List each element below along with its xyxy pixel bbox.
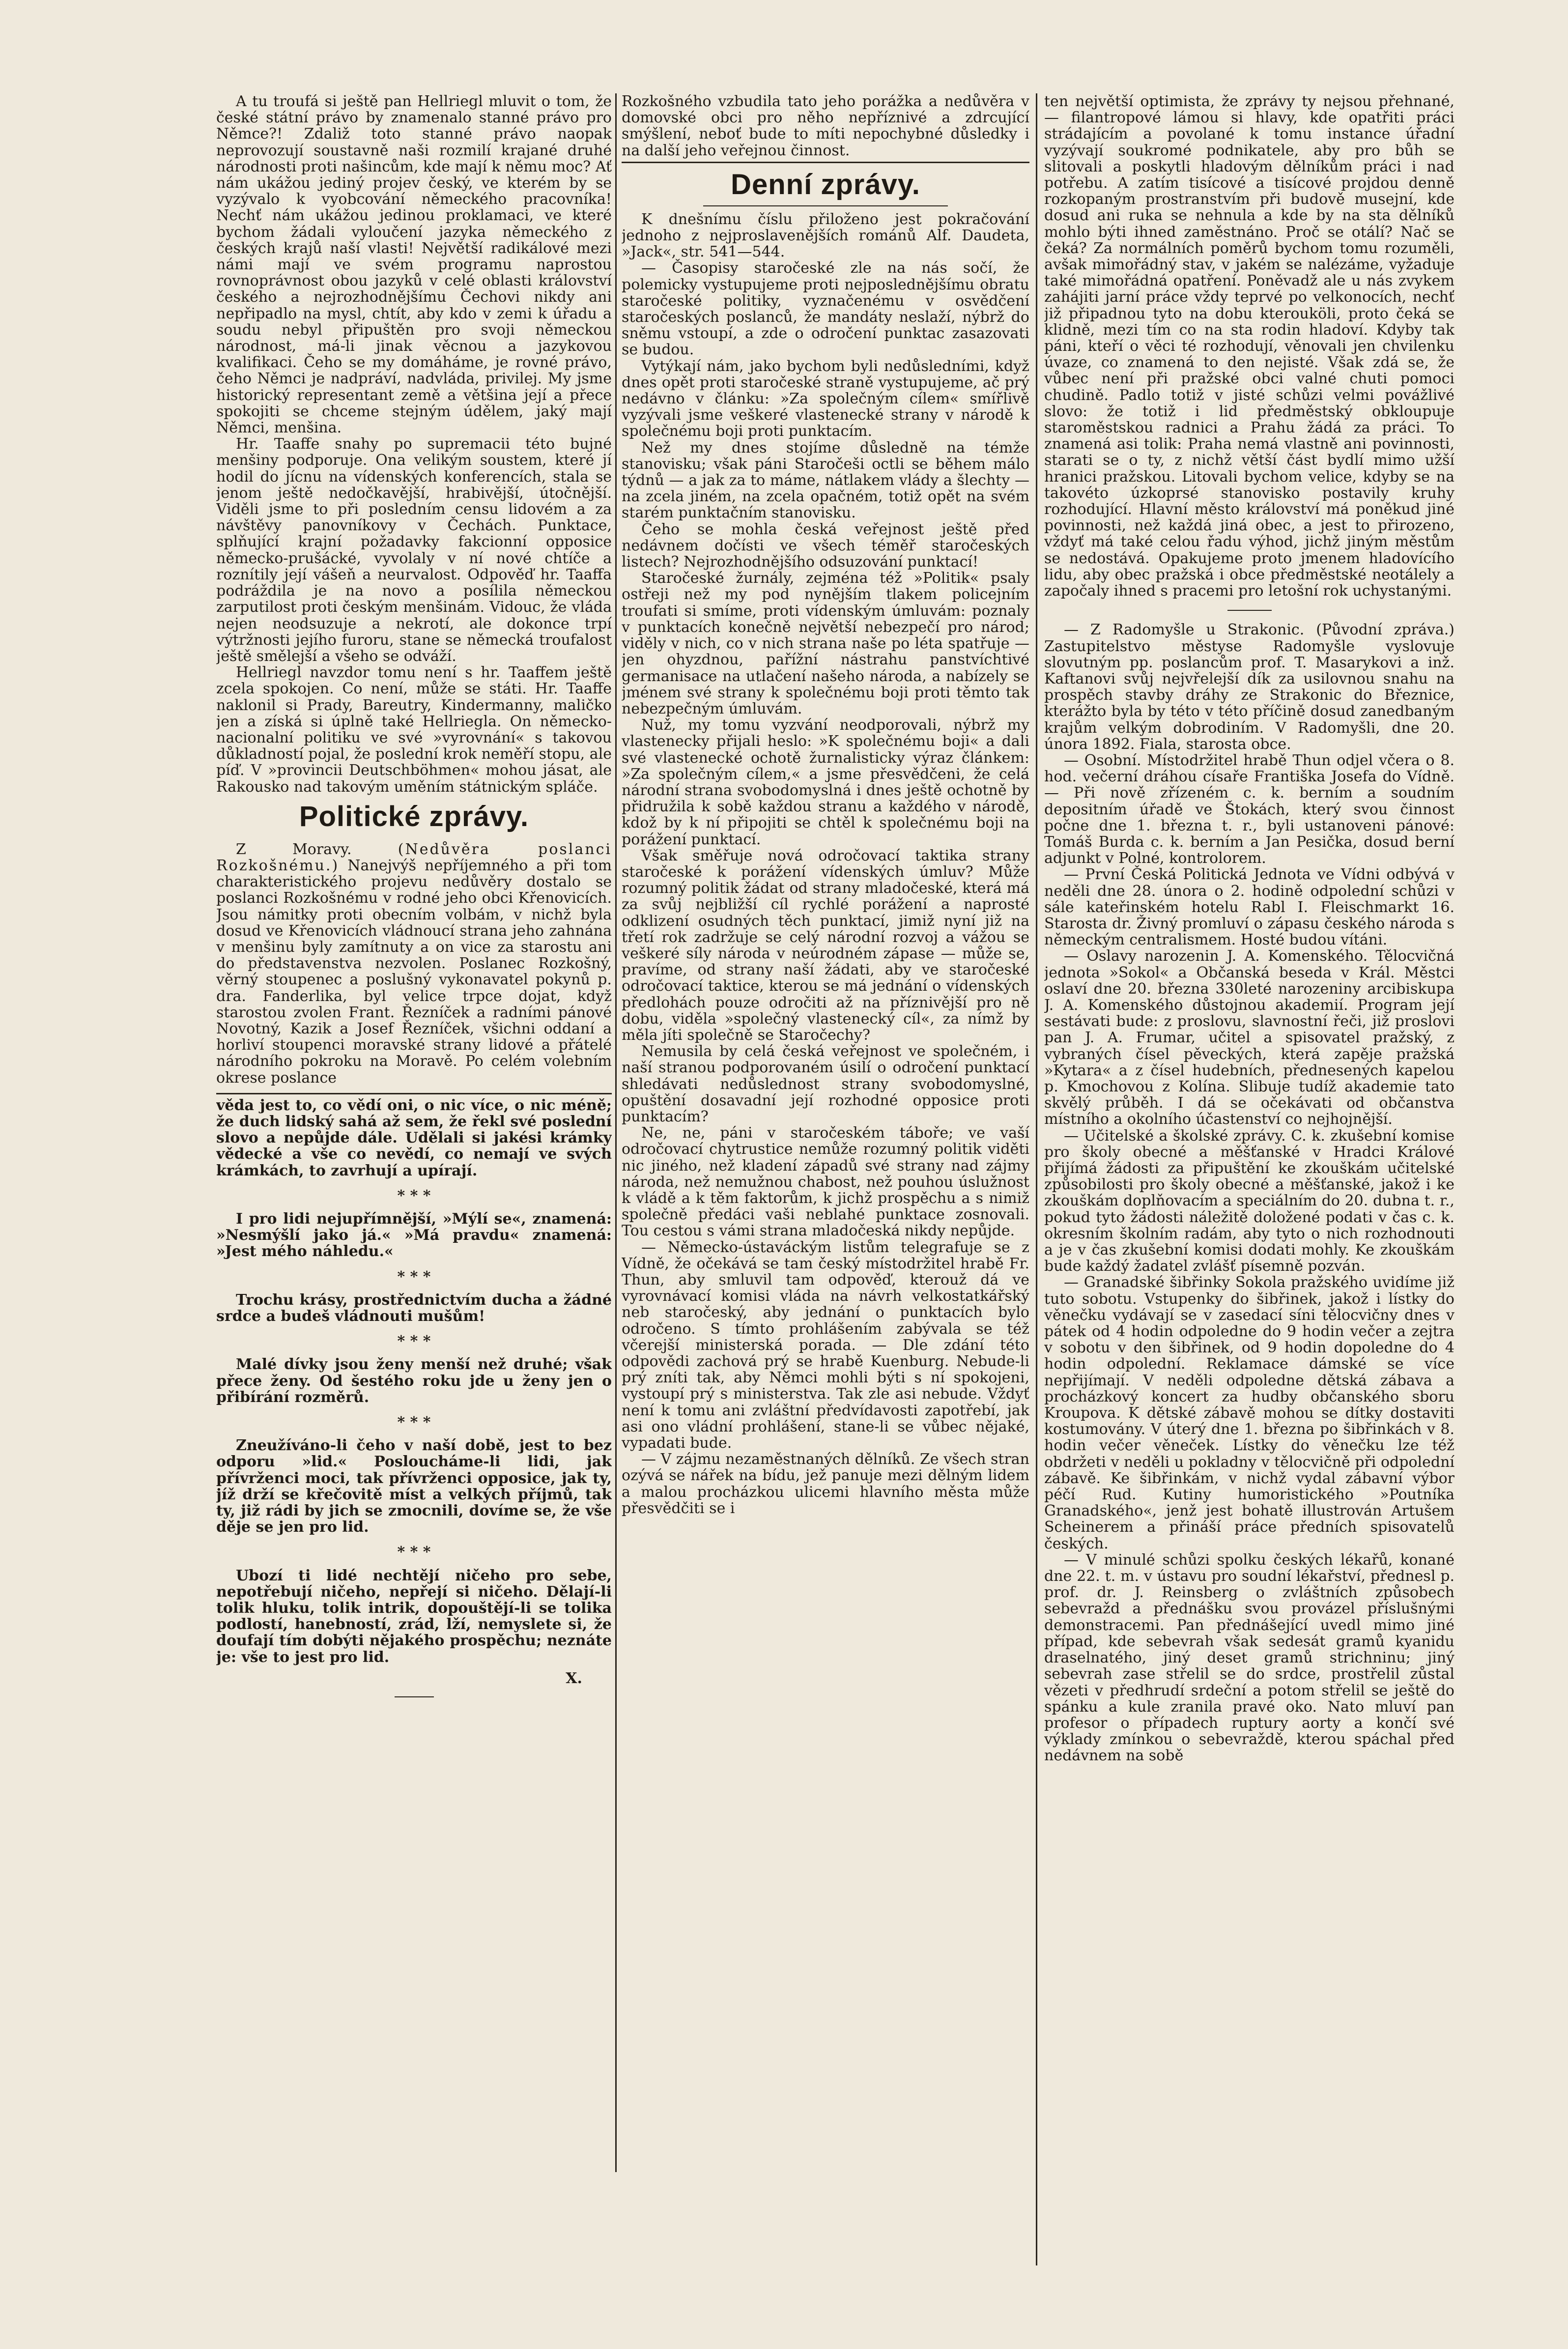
news-moravy-lead: Z Moravy. — [236, 840, 352, 858]
paragraph-taaffe: Hr. Taaffe snahy po supremacii této bujné menšiny podporuje. Ona velikým soustem, které jí hodil do jícnu na vídenských konferencích, stala se jenom ještě nedočkavější, hrabivější, útočnější. Viděli jsme to při posledním censu lidovém a za návštěvy panovníkovy v Čechách. Punktace, splňující krajní požadavky fakcionní opposice německo-prušácké, vyvolaly v ní nové chtíče a roznítily její vášeň a neurvalost. Odpověď hr. Taaffa podráždila je na novo a posílila německou zarputilost proti českým menšinám. Vidouc, že vláda nejen neodsuzuje a nekrotí, ale dokonce trpí výtržnosti jejího furoru, stane se německá troufalost ještě smělejší a všeho se odváží. — [216, 435, 612, 665]
aphorism-separator: * * * — [397, 1333, 431, 1350]
moravy-continuation: Rozkošného vzbudila tato jeho porážka a nedůvěra v domovské obci pro něho nepříznivé a zdrcující smýšlení, neboť bude to míti nepochybné důsledky i na další jeho veřejnou činnost. — [622, 93, 1029, 159]
news-granadske: — Granadské šibřinky Sokola pražského uvidíme již tuto sobotu. Vstupenky do šibřinek, jakož i lístky do věnečku vydávají se v zasedací síni tělocvičny dnes v pátek od 4 hodin odpoledne do 9 hodin večer a zejtra v sobotu v den šibřinek, od 9 hodin dopoledne do 4 hodin odpolední. Reklamace dámské se více nepřijímají. V neděli odpoledne dětská zábava a procházkový koncert za hudby občanského sboru Kroupova. K dětské zábavě mohou se dítky dostaviti kostumovány. V úterý dne 1. března po šibřinkách v 8. hodin večer věneček. Lístky do věnečku lze též obdržeti v neděli u pokladny v tělocvičně při odpolední zábavě. Ke šibřinkám, v nichž vydal zábavní výbor péčí Rud. Kutiny humoristického »Poutníka Granadského«, jenž jest bohatě illustrován Artušem Scheinerem a přináší práce předních spisovatelů českých. — [1044, 1274, 1454, 1552]
news-vsak: Však směřuje nová odročovací taktika strany staročeské k porážení vídenských úmluv? Může rozumný politik žádat od strany mladočeské, která má za svůj nejbližší cíl rychlé porážení a naprosté odklizení osudných těch punktací, jimiž nyní již na třetí rok zadržuje se celý národní rozvoj a vážou se veškeré síly národa v neúrodném zápase — může se, pravíme, od strany naší žádati, aby ve staročeské odročovací taktice, kterou se má jednání o vídenských předlohách pouze odročiti až na příznivější pro ně dobu, viděla »společný vlastenecký cíl«, za nímž by měla jíti společně se Staročechy? — [622, 847, 1029, 1044]
zajmu-continuation: ten největší optimista, že zprávy ty nejsou přehnané, — filantropové lámou si hlavy, kde opatřiti práci strádajícím a povolané k tomu instance úřadní vyzývají soukromé podnikatele, aby pro bůh se slitovali a poskytli hladovým dělníkům práci i nad potřebu. A zatím tisícové a tisícové projdou denně rozkopaným prostranstvím při budově musejní, kde dosud ani ruka se nehnula a kde by na sta dělníků mohlo býti ihned zaměstnáno. Proč se otálí? Nač se čeká? Za normálních poměrů bychom tomu rozuměli, avšak mimořádný stav, v jakém se nalézáme, vyžaduje také mimořádná opatření. Poněvadž ale u nás zvykem zahájiti jarní práce vždy teprvé po velkonocích, nechť již připadnou tyto na dobu kterouköli, proto čeká se klidně, mezi tím co na sta rodin hladoví. Kdyby tak páni, kteří o věci té rozhodují, věnovali jen chvilenku úvaze, co znamená to den nejisté. Však zdá se, že vůbec není při pražské obci valné chuti pomoci chudině. Padlo totiž v jisté schůzi velmi povážlivé slovo: že totiž i lid předměstský obkloupuje staroměstskou radnici a Prahu žádá za práci. To znamená asi tolik: Praha nemá vlastně ani povinnosti, starati se o ty, z nichž větší část bydlí mimo užší hranici pražskou. Litovali bychom velice, kdyby se na takovéto úzkoprsé stanovisko postavily kruhy rozhodující. Hlavní město království má poněkud jiné povinnosti, než každá jiná obec, a jest to přirozeno, vždyť má také celou řadu výhod, jichž jiným městům se nedostává. Opakujeme proto jmenem hladovícího lidu, aby obec pražská i obce předměstské neotálely a započaly ihned s pracemi pro letošní rok uchystanými. — [1044, 93, 1454, 600]
aphorism-separator: * * * — [397, 1187, 431, 1204]
news-casopisy: — Časopisy staročeské zle na nás sočí, že polemicky vystupujeme proti nejposlednějšímu obratu staročeské politiky, vyznačenému v osvědčení staročeských poslanců, že mandáty neslaží, nýbrž do sněmu vstoupí, a zde o odročení punktac zasazovati se budou. — [622, 259, 1029, 359]
news-vytykaji: Vytýkají nám, jako bychom byli nedůsledními, když dnes opět proti staročeské straně vystupujeme, ač prý nedávno v článku: »Za společným cílem« smířlivě vyzývali jsme veškeré vlastenecké strany v národě k společnému boji proti punktacím. — [622, 357, 1029, 440]
news-staroceske: Staročeské žurnály, zejména též »Politik« psaly ostřeji než my pod nynějším tlakem policejním troufati si smíme, proti vídenským úmluvám: poznaly v punktacích konečně největší nebezpečí pro národ; viděly v nich, co v nich strana naše po léta spatřuje — jen ohyzdnou, pařížní nástrahu panstvíchtivé germanisace na utlačení našeho národa, a nabízely se jménem své strany k společnému boji proti těmto tak nebezpečným úmluvám. — [622, 570, 1029, 717]
aphorism-separator: * * * — [397, 1268, 431, 1286]
aphorism-4: Malé dívky jsou ženy menší než druhé; však přece ženy. Od šestého roku jde u ženy jen o přibírání rozměrů. — [216, 1356, 612, 1406]
column-2 — [622, 93, 1029, 2265]
heading-rule — [703, 205, 948, 206]
aphorism-6: Ubozí ti lidé nechtějí ničeho pro sebe, nepotřebují ničeho, nepřejí si ničeho. Dělají-li tolik hluku, tolik intrik, dopouštějí-li se tolika podlostí, hanebností, zrád, lží, nemyslete si, že doufají tím dobýti nějakého prospěchu; neznáte je: vše to jest pro lid. — [216, 1567, 612, 1666]
article-continuation: A tu troufá si ještě pan Hellriegl mluvit o tom, že české státní právo by znamenalo stanné právo pro Němce?! Zdaliž toto stanné právo naopak neprovozují soustavně naši rozmilí krajané druhé národnosti proti našincům, kde mají k němu moc? Ať nám ukážou jediný projev český, ve kterém by se vyzývalo k vyobcování německého pracovníka! Nechť nám ukážou jedinou proklamaci, ve které bychom žádali vyloučení jazyka německého z českých krajů naší vlasti! Největší radikálové mezi námi mají ve svém programu naprostou rovnoprávnost obou jazyků v celé oblasti království českého a nejrozhodnějšímu Čechovi nikdy ani nepřipadlo na mysl, chtít, aby kdo v zemi k úřadu a soudu nebyl připuštěn pro svoji německou národnost, má-li jinak věcnou a jazykovou kvalifikaci. Čeho se my domáháme, je rovné právo, čeho Němci je nadpráví, nadvláda, privilej. My jsme historický representant země a většina její a přece spokojiti se chceme stejným údělem, jaký mají Němci, menšina. — [216, 93, 612, 437]
news-ne: Ne, ne, páni v staročeském táboře; ve vaší odročovací chytrustice nemůže rozumný politik viděti nic jiného, než kladení západů své strany nad zájmy národa, než nemužnou chabost, než pouhou úslužnost k vládě a k těm faktorům, k jichž prospěchu a s nimiž společně předáci vaši neblahé punktace zosnovali. Tou cestou s vámi strana mladočeská nikdy nepůjde. — [622, 1124, 1029, 1240]
news-jednota: — První Česká Politická Jednota ve Vídni odbývá v neděli dne 28. února o 2. hodině odpolední schůzi v sále kateřinském hotelu Rabl I. Fleischmarkt 16. Starosta dr. Živný promluví o zápasu českého národa s německým centralismem. Hosté budou vítáni. — [1044, 866, 1454, 949]
news-moravy — [216, 841, 612, 1086]
news-radomysl: — Z Radomyšle u Strakonic. (Původní zpráva.) Zastupitelstvo městyse Radomyšle vyslovuje slovutným pp. poslancům prof. T. Masarykovi a inž. Kaftanovi svůj nejvřelejší dík za usilovnou snahu na prospěch stavby dráhy ze Strakonic do Březnice, kterážto byla by této v této příčině dosud zanedbaným krajům velkým dobrodiním. V Radomyšli, dne 20. února 1892. Fiala, starosta obce. — [1044, 621, 1454, 753]
aphorism-3: Trochu krásy, prostřednictvím ducha a žádné srdce a budeš vládnouti mušům! — [216, 1291, 612, 1325]
aphorism-5: Zneužíváno-li čeho v naší době, jest to bez odporu »lid.« Posloucháme-li lidi, jak přívrženci moci, tak přívrženci opposice, jak ty, jíž drží se křečovitě míst a velkých příjmů, tak ty, již rádi by jich se zmocnili, dovíme se, že vše děje se jen pro lid. — [216, 1437, 612, 1536]
aphorism-1: věda jest to, co vědí oni, o nic více, o nic méně; že duch lidský sahá až sem, že řekl své poslední slovo a nepůjde dále. Udělali si jakési krámky vědecké a vše co nevědí, co nemají ve svých krámkách, to zavrhují a upírají. — [216, 1096, 612, 1179]
section-heading-politicke: Politické zprávy. — [299, 800, 529, 832]
aphorism-separator: * * * — [397, 1544, 431, 1561]
paragraph-hellriegl: Hellriegl navzdor tomu není s hr. Taaffem ještě zcela spokojen. Co není, může se státi. Hr. Taaffe naklonil si Prady, Bareutry, Kindermanny, maličko jen a získá si úplně také Hellriegla. On německo-nacionalní politiku ve své »vyrovnání« s takovou důkladností pojal, že poslední krok neměří stopu, ale píď. V »provincii Deutschböhmen« mohou jásat, ale Rakousko nad takovým uměním státnickým spláče. — [216, 664, 612, 796]
news-zajmu: — V zájmu nezaměstnaných dělníků. Ze všech stran ozývá se nářek na bídu, jež panuje mezi dělným lidem a malou procházkou ulicemi hlavního města může přesvědčiti se i — [622, 1451, 1029, 1517]
news-nez: Než my dnes stojíme důsledně na témže stanovisku; však páni Staročeši octli se během málo týdnů — a jak za to máme, nátlakem vlády a šlechty — na zcela jiném, na zcela opačném, totiž opět na svém starém punktačním stanovisku. — [622, 439, 1029, 522]
news-moravy-body: Nanejvýš nepříjemného a při tom charakteristického projevu nedůvěry dostalo se poslanci Rozkošnému v rodné jeho obci Křenovicích. Jsou námitky proti obecním volbám, v nichž byla dosud ve Křenovicích vládnoucí strana jeho zahnána v menšinu byly zamítnuty a on vice za starostu ani do představenstva nezvolen. Poslanec Rozkošný, věrný stoupenec a poslušný vykonavatel pokynů p. dra. Fanderlika, byl velice trpce dojat, když starostou zvolen Frant. Řezníček a radními pánové Novotný, Kazik a Josef Řezníček, všichni oddaní a horliví stoupenci moravské strany lidové a přátelé národního pokroku na Moravě. Po celém volebním okrese poslance — [216, 857, 612, 1087]
aphorism-2: I pro lidi nejupřímnější, »Mýlí se«, znamená: »Nesmýšlí jako já.« »Má pravdu« znamená: »Jest mého náhledu.« — [216, 1210, 612, 1260]
section-divider — [622, 162, 1029, 163]
feuilleton-divider — [216, 1093, 612, 1094]
news-moravy-subtitle: (Nedůvěra poslanci Rozkošnému.) — [216, 840, 612, 874]
news-nemusila: Nemusila by celá česká veřejnost ve společném, i naší stranou podporovaném úsilí o odročení punktací shledávati nedůslednost strany svobodomyslné, opuštění dosavadní její rozhodné opposice proti punktacím? — [622, 1043, 1029, 1125]
signature: X. — [566, 1669, 582, 1687]
short-divider — [1227, 610, 1272, 611]
column-3 — [1044, 93, 1454, 2256]
news-ucitelske: — Učitelské a školské zprávy. C. k. zkušební komise pro školy obecné a měšťanské v Hradci Králové přijímá žádosti za připuštění ke zkouškám učitelské způsobilosti pro školy obecné a měšťanské, jakož i ke zkouškám doplňovacím a speciálním do 20. dubna t. r., pokud tyto žádosti náležitě doložené podati v čas c. k. okresním školním radám, aby tyto o nich rozhodnouti a je v čas zkušební komisi dodati mohly. Ke zkouškám bude každý žadatel zvlášť písemně pozván. — [1044, 1127, 1454, 1275]
column-1 — [216, 93, 612, 2172]
section-heading-denni: Denní zprávy. — [731, 168, 920, 201]
column-rule-left — [615, 93, 617, 2172]
news-oslavy: — Oslavy narozenin J. A. Komenského. Tělocvičná jednota »Sokol« a Občanská beseda v Král. Městci oslaví dne 20. března 330leté narozeniny arcibiskupa J. A. Komenského důstojnou akademií. Program její sestávati bude: z proslovu, slavnostní řeči, již proslovi pan J. A. Frumar, učitel a spisovatel pražský, z vybraných čísel pěveckých, která zapěje pražská »Kytara« a z čísel hudebních, přednesených kapelou p. Kmochovou z Kolína. Slibuje tudíž akademie tato skvělý průběh. I dá se očekávati od občanstva místního a okolního účastenství co nejhojnější. — [1044, 947, 1454, 1128]
end-rule — [395, 1696, 434, 1697]
column-rule-right — [1036, 93, 1037, 2265]
news-nemecko: — Německo-ústaváckým listům telegrafuje se z Vídně, že očekává se tam český místodržitel hrabě Fr. Thun, aby smluvil tam odpověď, kterouž dá ve vyrovnávací komisi vláda na návrh velkostatkářský neb staročeský, aby jednání o punktacích bylo odročeno. S tímto prohlášením zabývala se též včerejší ministerská porada. — Dle zdání této odpovědi zachová prý se hrabě Kuenburg. Nebude-li prý zníti tak, aby Němci mohli býti s ní spokojeni, vystoupí prý s ministerstva. Tak zle asi nebude. Vždyť není k tomu ani zvláštní předvídavosti zapotřebí, jak asi ono vládní prohlášení, stane-li se vůbec nějaké, vypadati bude. — [622, 1238, 1029, 1452]
news-minule: — V minulé schůzi spolku českých lékařů, konané dne 22. t. m. v ústavu pro soudní lékařství, přednesl p. prof. dr. J. Reinsberg o zvláštních způsobech sebevražd a přednášku svou provázel příslušnými demonstracemi. Pan přednášející uvedl mimo jiné případ, kde sebevrah však sedesát gramů kyanidu draselnatého, jiný deset gramů strichninu; jiný sebevrah zase střelil se do srdce, prostřelil zůstal vězeti v předhrudí srdeční a potom střelil se ještě do spánku a kule zranila pravé oko. Nato mluví pan profesor o případech ruptury aorty a končí své výklady zmínkou o sebevraždě, kterou spáchal před nedávnem na sobě — [1044, 1551, 1454, 1765]
news-nuz: Nuž, my tomu vyzvání neodporovali, nýbrž my vlastenecky přijali heslo: »K společnému boji« a dali své vlastenecké ochotě žurnalisticky výraz článkem: »Za společným cílem,« a jsme přesvědčeni, že celá národní strana svobodomyslná i dnes ještě ochotně by přidružila k sobě každou stranu a každého v národě, kdož by k ní připojiti se chtěl k společnému boji na porážení punktací. — [622, 716, 1029, 848]
aphorism-separator: * * * — [397, 1414, 431, 1432]
aphorisms — [216, 1097, 612, 1697]
news-ceho: Čeho se mohla česká veřejnost ještě před nedávnem dočísti ve všech téměř staročeských listech? Nejrozhodnějšího odsuzování punktací! — [622, 520, 1029, 571]
news-jack: K dnešnímu číslu přiloženo jest pokračování jednoho z nejproslavenějších románů Alf. Daudeta, »Jack«, str. 541—544. — [622, 210, 1029, 261]
news-osobni: — Osobní. Místodržitel hrabě Thun odjel včera o 8. hod. večerní dráhou císaře Františka Josefa do Vídně. — Při nově zřízeném c. k. berním a soudním depositním úřadě ve Štokách, který svou činnost počne dne 1. března t. r., byli ustanoveni pánové: Tomáš Burda c. k. berním a Jan Pesička, dosud berní adjunkt v Polné, kontrolorem. — [1044, 751, 1454, 867]
